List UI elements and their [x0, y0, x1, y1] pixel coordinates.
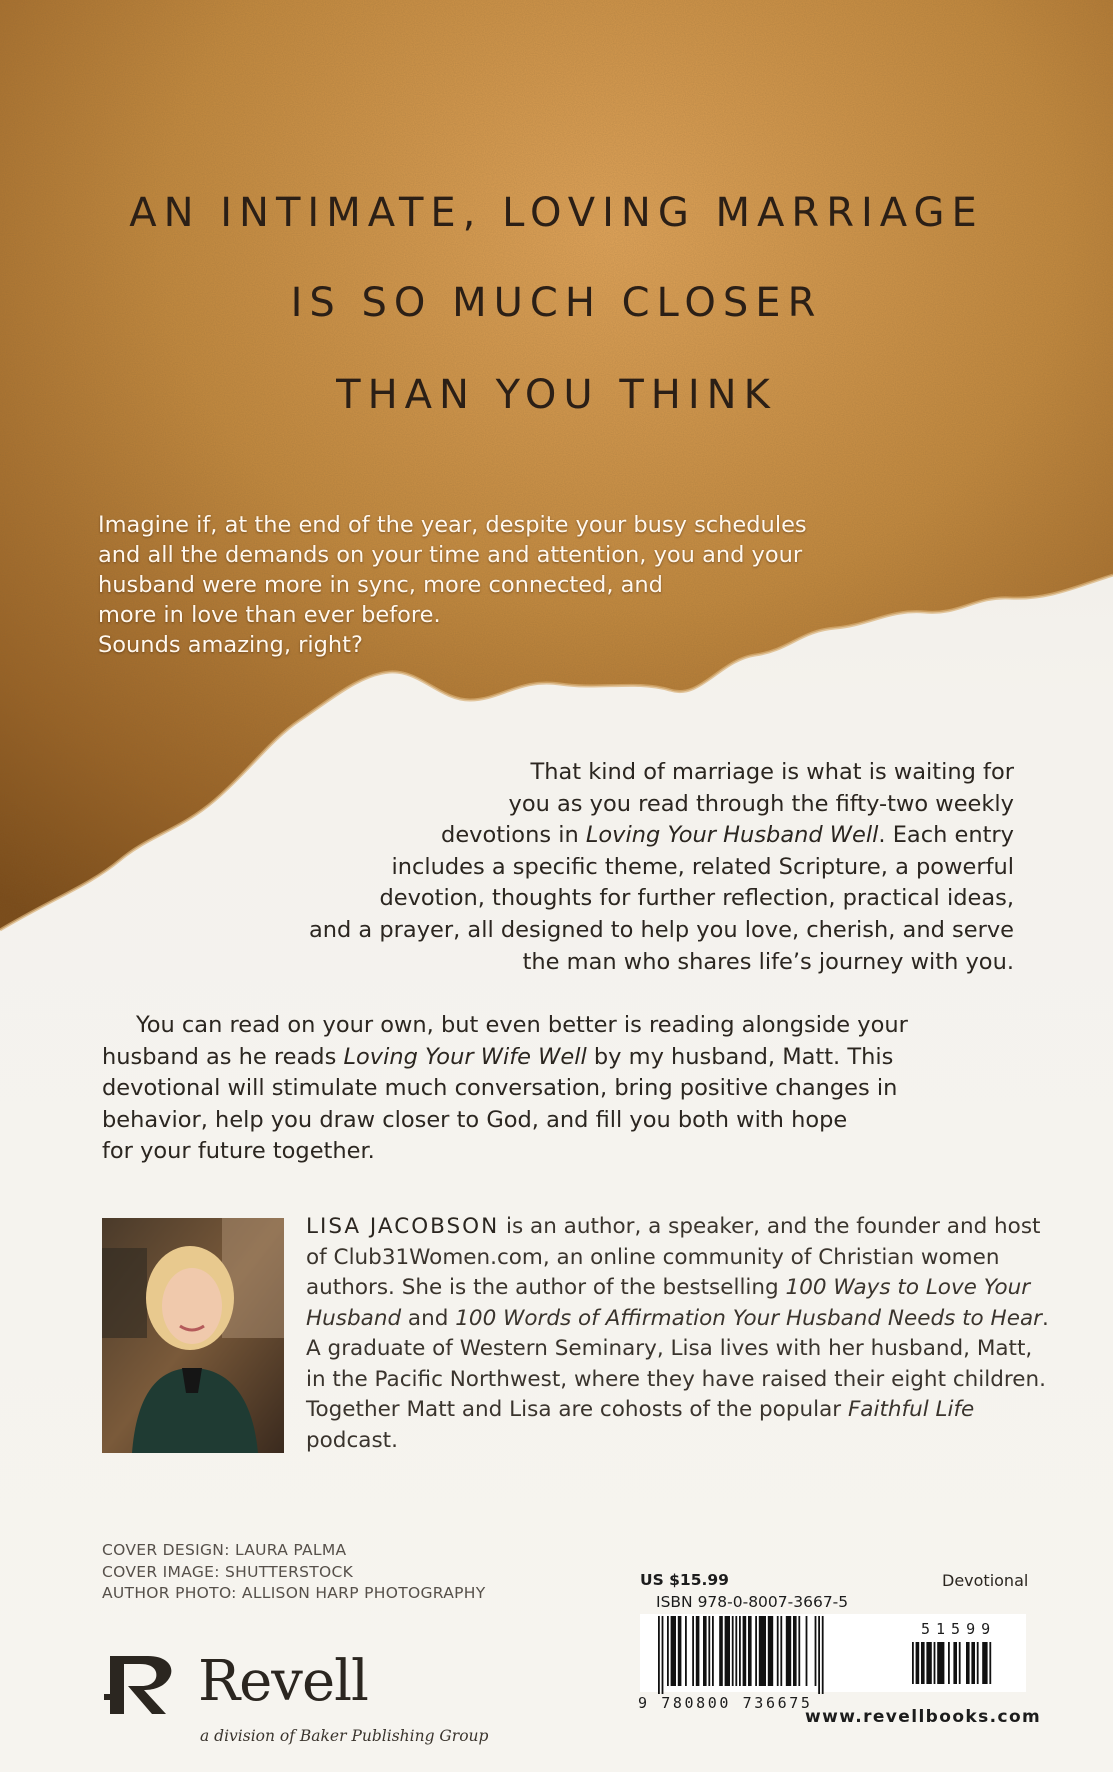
isbn-barcode — [658, 1616, 888, 1696]
intro-line: more in love than ever before. — [98, 602, 441, 628]
headline-line-1: AN INTIMATE, LOVING MARRIAGE — [129, 190, 984, 236]
barcode-bar — [748, 1616, 752, 1686]
body-text: . Each entry — [878, 822, 1014, 849]
barcode-bar — [739, 1616, 741, 1686]
barcode-bar — [755, 1616, 757, 1686]
price: US $15.99 — [640, 1571, 729, 1589]
barcode-bar — [953, 1642, 957, 1684]
barcode-bar — [719, 1616, 723, 1686]
body-line: for your future together. — [102, 1138, 375, 1165]
body-text: devotions in — [441, 822, 586, 849]
bio-text: podcast. — [306, 1427, 398, 1453]
credit-author-photo: AUTHOR PHOTO: ALLISON HARP PHOTOGRAPHY — [102, 1584, 486, 1602]
barcode-bar — [818, 1616, 820, 1694]
publisher-website: www.revellbooks.com — [805, 1707, 1042, 1727]
body-line: devotional will stimulate much conversation, bring positive changes in — [102, 1075, 898, 1102]
barcode-bar — [777, 1616, 779, 1686]
book-title: Loving Your Wife Well — [343, 1043, 587, 1070]
barcode-bar — [966, 1642, 970, 1684]
body-paragraph-2 — [102, 1010, 1002, 1168]
body-line: you as you read through the fifty-two weekly — [508, 790, 1014, 817]
intro-line: and all the demands on your time and attention, you and your — [98, 542, 803, 568]
body-line: That kind of marriage is what is waiting for — [530, 759, 1014, 785]
intro-paragraph — [98, 510, 918, 660]
barcode-bar — [768, 1616, 773, 1686]
barcode-bar — [725, 1616, 730, 1686]
body-line: the man who shares life’s journey with you. — [522, 948, 1014, 975]
price-addon-barcode — [912, 1642, 1022, 1694]
barcode-bar — [743, 1616, 747, 1686]
barcode-bar — [916, 1642, 920, 1684]
author-photo — [102, 1218, 284, 1453]
barcode-bar — [786, 1616, 791, 1686]
author-name: LISA JACOBSON — [306, 1214, 500, 1239]
book-title: 100 Words of Affirmation Your Husband Needs to Hear — [455, 1305, 1042, 1331]
barcode-bar — [712, 1616, 714, 1686]
barcode-bar — [780, 1616, 782, 1686]
barcode-bar — [926, 1642, 931, 1684]
body-line — [102, 1042, 1002, 1074]
barcode-bar — [667, 1616, 669, 1686]
bio-text: . A graduate of Western Seminary, Lisa lives with her husband, Matt, in the Pacific Northwest, where they have raised their eight children. Together Matt and Lisa are cohosts of the popular — [306, 1305, 1049, 1422]
barcode-bar — [815, 1616, 817, 1686]
headline-line-3: THAN YOU THINK — [336, 372, 777, 418]
bio-text: is an author, a speaker, and the founder and host of Club31Women.com, an online community of Christian women authors. She is the author of the bestselling — [306, 1214, 1041, 1300]
barcode-bar — [735, 1616, 737, 1686]
body-paragraph-1 — [274, 757, 1014, 978]
barcode-bar — [959, 1642, 961, 1684]
book-title: 100 Ways to Love Your Husband — [306, 1275, 1031, 1331]
barcode-bar — [662, 1616, 664, 1694]
body-line: devotion, thoughts for further reflection, practical ideas, — [379, 885, 1014, 912]
body-text: husband as he reads — [102, 1043, 344, 1070]
barcode-bar — [921, 1642, 925, 1684]
isbn: ISBN 978-0-8007-3667-5 — [656, 1593, 849, 1611]
publisher-tagline: a division of Baker Publishing Group — [200, 1727, 489, 1745]
barcode-bar — [708, 1616, 710, 1686]
body-line: behavior, help you draw closer to God, and fill you both with hope — [102, 1106, 848, 1133]
barcode-bar — [658, 1616, 660, 1694]
book-title: Loving Your Husband Well — [585, 822, 879, 849]
barcode-digits: 9 780800 736675 — [638, 1694, 813, 1712]
barcode-bar — [678, 1616, 682, 1686]
headline-line-2: IS SO MUCH CLOSER — [290, 280, 823, 326]
intro-line: husband were more in sync, more connected, and — [98, 572, 663, 598]
category: Devotional — [942, 1571, 1029, 1590]
barcode-bar — [793, 1616, 797, 1686]
barcode-bar — [971, 1642, 975, 1684]
intro-line: Imagine if, at the end of the year, despite your busy schedules — [98, 512, 807, 538]
barcode-bar — [759, 1616, 766, 1686]
barcode-bar — [732, 1616, 734, 1686]
author-bio — [306, 1212, 1051, 1456]
barcode-bar — [912, 1642, 914, 1684]
barcode-bar — [692, 1616, 694, 1686]
body-line — [102, 1010, 1002, 1042]
credits — [102, 1540, 486, 1605]
intro-line: Sounds amazing, right? — [98, 632, 363, 658]
price-addon-digits: 51599 — [921, 1620, 997, 1638]
body-line — [274, 820, 1014, 852]
barcode-bar — [703, 1616, 707, 1686]
revell-logo-icon — [104, 1650, 188, 1720]
barcode-bar — [934, 1642, 936, 1684]
barcode-bar — [696, 1616, 700, 1686]
barcode-bar — [822, 1616, 824, 1694]
barcode-bar — [989, 1642, 991, 1684]
barcode-bar — [806, 1616, 808, 1686]
body-line: and a prayer, all designed to help you love, cherish, and serve — [308, 916, 1014, 943]
bio-text: and — [401, 1305, 456, 1331]
podcast-title: Faithful Life — [847, 1397, 975, 1422]
barcode-bar — [937, 1642, 944, 1684]
barcode-bar — [685, 1616, 687, 1686]
credit-cover-design: COVER DESIGN: LAURA PALMA — [102, 1541, 347, 1559]
barcode-bar — [671, 1616, 676, 1686]
barcode-bar — [798, 1616, 800, 1686]
barcode-bar — [977, 1642, 979, 1684]
body-line: includes a specific theme, related Scripture, a powerful — [391, 853, 1014, 880]
publisher-name: Revell — [198, 1649, 368, 1714]
barcode-bar — [982, 1642, 987, 1684]
body-text: You can read on your own, but even better is reading alongside your — [136, 1012, 908, 1038]
barcode-bar — [948, 1642, 950, 1684]
body-text: by my husband, Matt. This — [586, 1043, 894, 1070]
credit-cover-image: COVER IMAGE: SHUTTERSTOCK — [102, 1562, 354, 1581]
